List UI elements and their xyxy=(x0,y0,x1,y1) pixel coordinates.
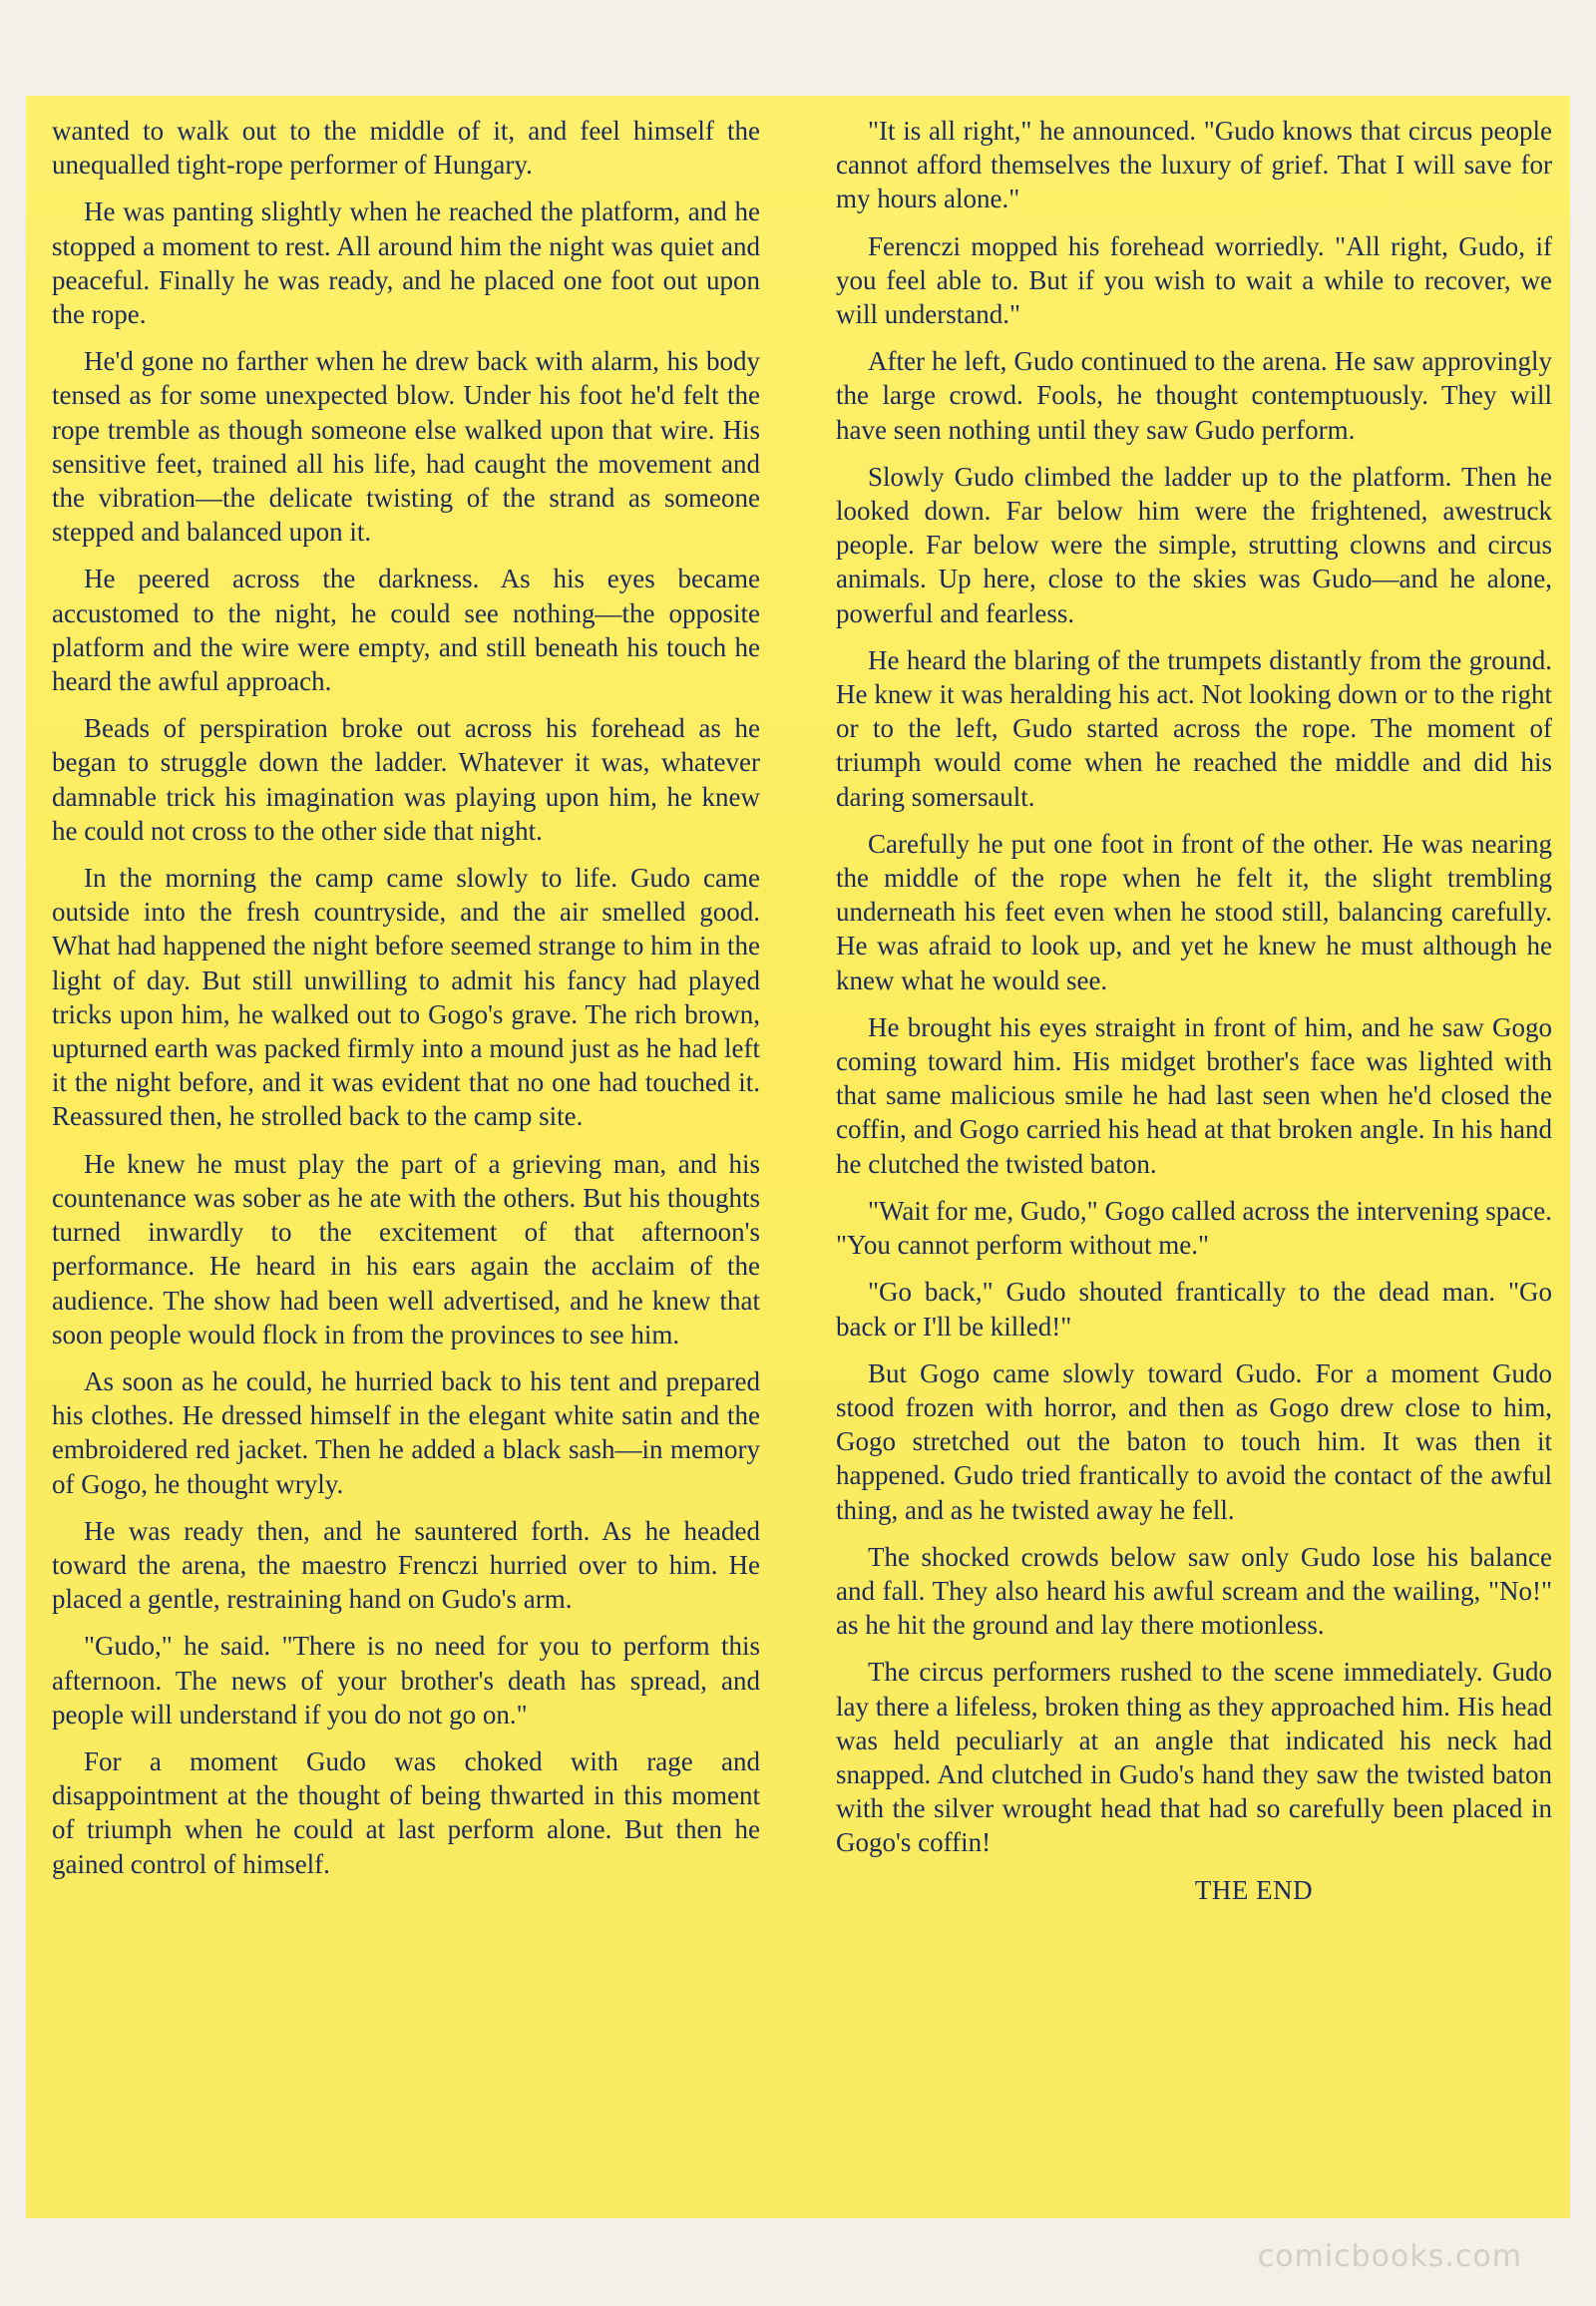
paragraph: He'd gone no farther when he drew back with alarm, his body tensed as for some unexpected blow. Under his foot he'd felt the rope tremble as though someone else walked upon that wire. His sensitive feet, trained all his life, had caught the movement and the vibration—the delicate twisting of the strand as someone stepped and balanced upon it. xyxy=(52,346,760,548)
paragraph: He heard the blaring of the trumpets distantly from the ground. He knew it was heralding his act. Not looking down or to the right or to the left, Gudo started across the rope. The moment of triumph would come when he reached the middle and did his daring somersault. xyxy=(836,644,1552,812)
paragraph: As soon as he could, he hurried back to his tent and prepared his clothes. He dressed himself in the elegant white satin and the embroidered red jacket. Then he added a black sash—in memory of Gogo, he thought wryly. xyxy=(52,1365,760,1499)
paragraph: "It is all right," he announced. "Gudo knows that circus people cannot afford themselves the luxury of grief. That I will save for my hours alone." xyxy=(836,116,1552,214)
paragraph: He was ready then, and he sauntered forth. As he headed toward the arena, the maestro Frenczi hurried over to him. He placed a gentle, restraining hand on Gudo's arm. xyxy=(52,1515,760,1615)
paragraph: Ferenczi mopped his forehead worriedly. "All right, Gudo, if you feel able to. But if you wish to wait a while to recover, we will understand." xyxy=(836,230,1552,330)
paragraph: He peered across the darkness. As his eyes became accustomed to the night, he could see nothing—the opposite platform and the wire were empty, and still beneath his touch he heard the awful approach. xyxy=(52,564,760,697)
paragraph: "Go back," Gudo shouted frantically to the dead man. "Go back or I'll be killed!" xyxy=(836,1277,1552,1342)
paragraph: He knew he must play the part of a grieving man, and his countenance was sober as he ate with the others. But his thoughts turned inwardly to the excitement of that afternoon's performance. He heard in his ears again the acclaim of the audience. The show had been well advertised, and he knew that soon people would flock in from the provinces to see him. xyxy=(52,1148,760,1349)
paragraph: "Wait for me, Gudo," Gogo called across the intervening space. "You cannot perform without me." xyxy=(836,1195,1552,1261)
left-text-column xyxy=(52,114,760,1894)
paragraph: In the morning the camp came slowly to life. Gudo came outside into the fresh countryside, and the air smelled good. What had happened the night before seemed strange to him in the light of day. But still unwilling to admit his fancy had played tricks upon him, he walked out to Gogo's grave. The rich brown, upturned earth was packed firmly into a mound just as he had left it the night before, and it was evident that no one had touched it. Reassured then, he strolled back to the camp site. xyxy=(52,863,760,1132)
story-text-panel xyxy=(26,96,1570,2218)
paragraph: The shocked crowds below saw only Gudo lose his balance and fall. They also heard his awful scream and the wailing, "No!" as he hit the ground and lay there motionless. xyxy=(836,1541,1552,1641)
paragraph: Carefully he put one foot in front of the other. He was nearing the middle of the rope when he felt it, the slight trembling underneath his feet even when he stood still, balancing carefully. He was afraid to look up, and yet he knew he must although he knew what he would see. xyxy=(836,828,1552,995)
right-text-column xyxy=(836,114,1552,1920)
paragraph: The circus performers rushed to the scene immediately. Gudo lay there a lifeless, broken thing as they approached him. His head was held peculiarly at an angle that indicated his neck had snapped. And clutched in Gudo's hand they saw the twisted baton with the silver wrought head that had so carefully been placed in Gogo's coffin! xyxy=(836,1657,1552,1858)
paragraph: After he left, Gudo continued to the arena. He saw approvingly the large crowd. Fools, he thought contemptuously. They will have seen nothing until they saw Gudo perform. xyxy=(836,346,1552,445)
paragraph: He was panting slightly when he reached the platform, and he stopped a moment to rest. All around him the night was quiet and peaceful. Finally he was ready, and he placed one foot out upon the rope. xyxy=(52,196,760,330)
paragraph: He brought his eyes straight in front of him, and he saw Gogo coming toward him. His midget brother's face was lighted with that same malicious smile he had last seen when he'd closed the coffin, and Gogo carried his head at that broken angle. In his hand he clutched the twisted baton. xyxy=(836,1011,1552,1179)
watermark: comicbooks.com xyxy=(1257,2239,1522,2274)
paragraph: "Gudo," he said. "There is no need for you to perform this afternoon. The news of your brother's death has spread, and people will understand if you do not go on." xyxy=(52,1631,760,1730)
paragraph: wanted to walk out to the middle of it, and feel himself the unequalled tight-rope performer of Hungary. xyxy=(52,116,760,181)
paragraph: Beads of perspiration broke out across his forehead as he began to struggle down the ladder. Whatever it was, whatever damnable trick his imagination was playing upon him, he knew he could not cross to the other side that night. xyxy=(52,713,760,846)
paragraph: But Gogo came slowly toward Gudo. For a moment Gudo stood frozen with horror, and then as Gogo drew close to him, Gogo stretched out the baton to touch him. It was then it happened. Gudo tried frantically to avoid the contact of the awful thing, and as he twisted away he fell. xyxy=(836,1357,1552,1525)
paragraph: Slowly Gudo climbed the ladder up to the platform. Then he looked down. Far below him were the frightened, awestruck people. Far below were the simple, strutting clowns and circus animals. Up here, close to the skies was Gudo—and he alone, powerful and fearless. xyxy=(836,461,1552,628)
paragraph: For a moment Gudo was choked with rage and disappointment at the thought of being thwarted in this moment of triumph when he could at last perform alone. But then he gained control of himself. xyxy=(52,1745,760,1879)
the-end-label: THE END xyxy=(1194,1874,1314,1905)
